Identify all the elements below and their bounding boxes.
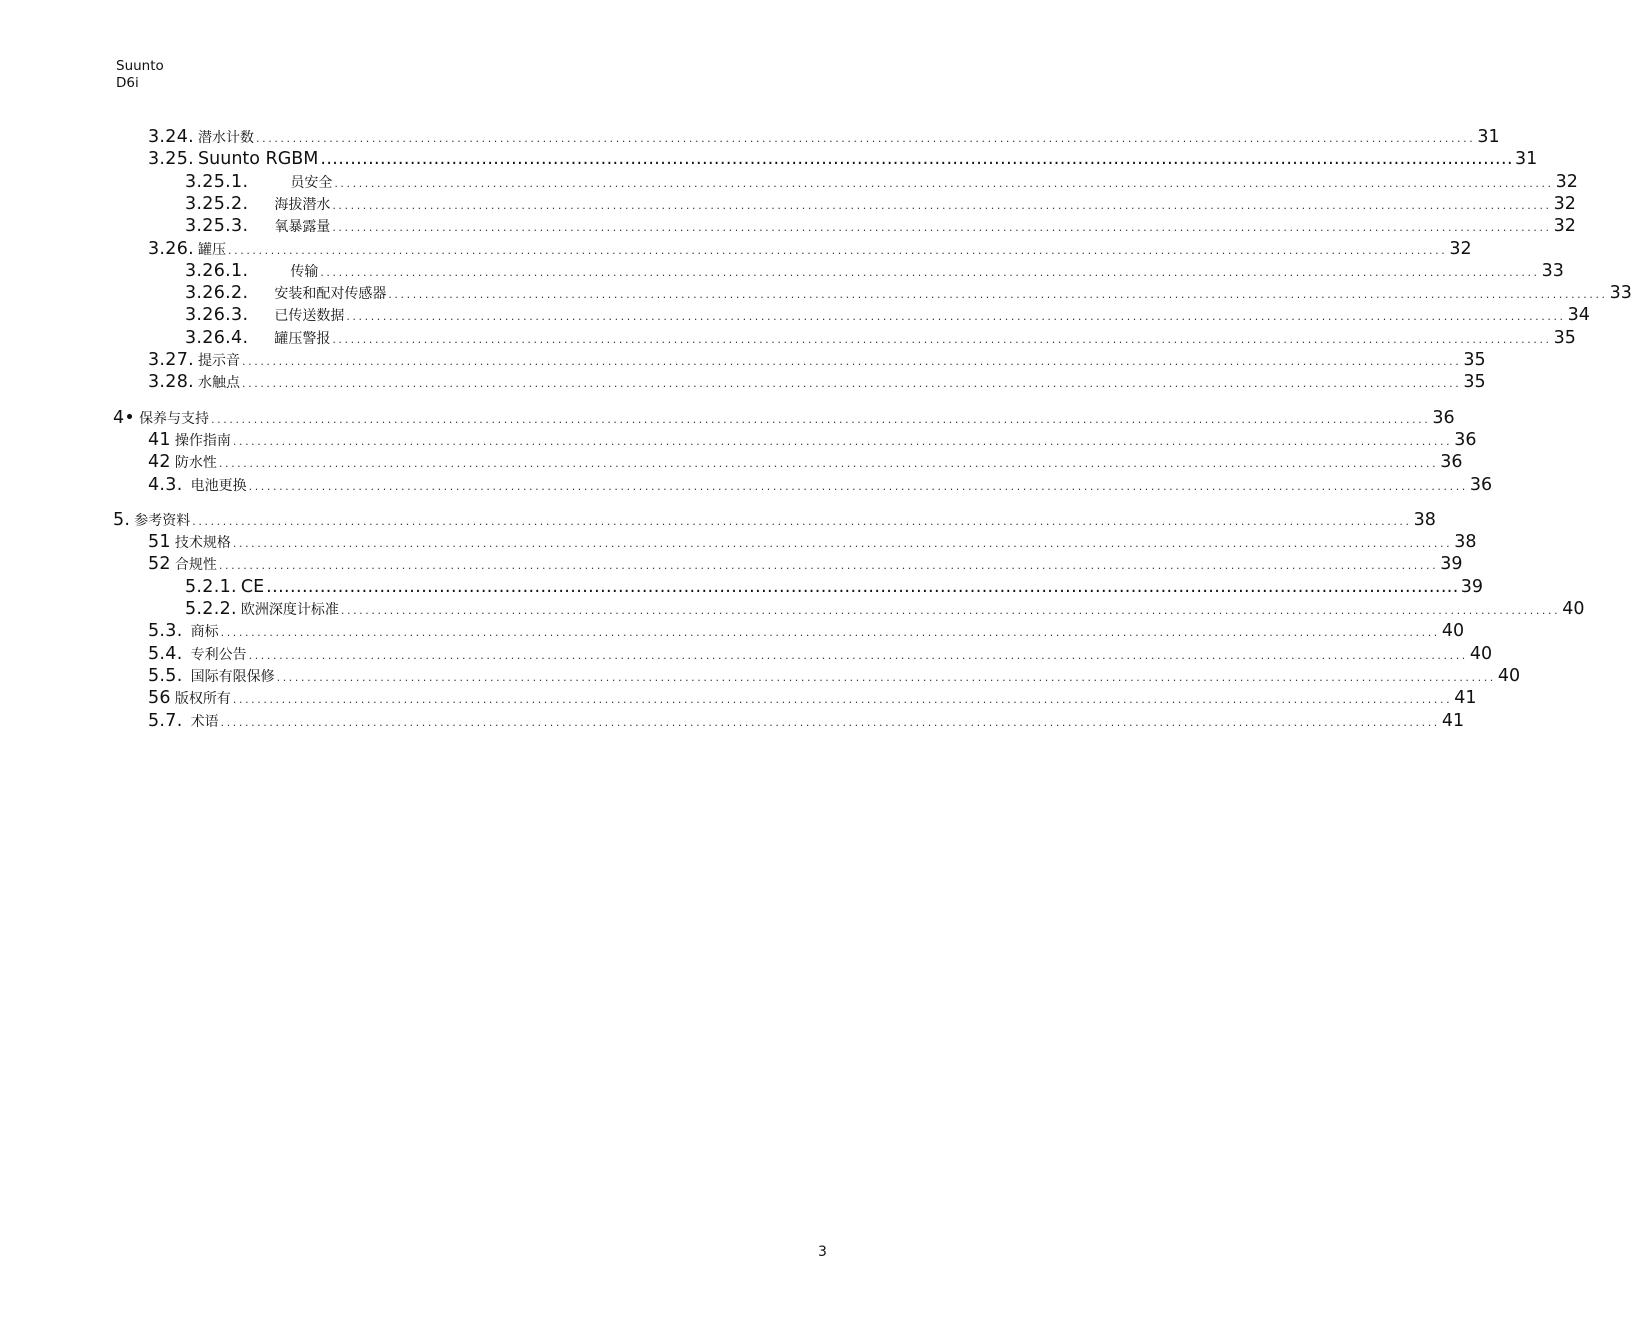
toc-entry[interactable]	[185, 282, 1632, 304]
toc-entry[interactable]	[148, 238, 1472, 260]
toc-entry[interactable]	[148, 126, 1500, 148]
toc-entry-title: 电池更换	[190, 478, 247, 494]
toc-entry-number: 41	[148, 430, 171, 450]
toc-entry[interactable]	[185, 598, 1585, 620]
dot-leader: ........................................................................................................................................................................................................	[192, 515, 1412, 528]
toc-entry[interactable]	[113, 509, 1436, 531]
toc-entry[interactable]	[185, 327, 1576, 349]
toc-entry-page: 32	[1555, 172, 1578, 192]
dot-leader: ........................................................................................................................................................................................................	[218, 559, 1439, 572]
toc-entry-number: 3.25.2.	[185, 194, 249, 214]
dot-leader: ........................................................................................................................................................................................................	[242, 355, 1462, 368]
running-header	[116, 58, 164, 92]
dot-leader: ........................................................................................................................................................................................................	[388, 288, 1608, 301]
toc-entry-title: 术语	[190, 714, 219, 730]
toc-entry-title: Suunto RGBM	[198, 149, 319, 169]
toc-entry-number: 5.5.	[148, 666, 183, 686]
toc-entry-title: CE	[240, 577, 265, 597]
toc-entry-page: 41	[1441, 711, 1465, 731]
dot-leader: ........................................................................................................................................................................................................	[232, 435, 1453, 448]
dot-leader: ........................................................................................................................................................................................................	[232, 693, 1453, 706]
dot-leader: ........................................................................................................................................................................................................	[332, 221, 1552, 234]
dot-leader: ........................................................................................................................................................................................................	[320, 266, 1540, 279]
page-number: 3	[818, 1244, 827, 1260]
toc-entry-title: 版权所有	[174, 691, 231, 707]
toc-entry[interactable]	[185, 193, 1576, 215]
toc-entry[interactable]	[148, 148, 1538, 170]
dot-leader: ........................................................................................................................................................................................................	[266, 577, 1459, 597]
toc-entry[interactable]	[148, 451, 1463, 473]
dot-leader: ........................................................................................................................................................................................................	[276, 671, 1496, 684]
toc-entry-title: 防水性	[174, 455, 217, 471]
dot-leader: ........................................................................................................................................................................................................	[248, 649, 1468, 662]
toc-entry-title: 技术规格	[174, 535, 231, 551]
toc-entry-page: 36	[1469, 475, 1493, 495]
toc-entry[interactable]	[148, 710, 1465, 732]
dot-leader: ........................................................................................................................................................................................................	[320, 149, 1513, 169]
dot-leader: ........................................................................................................................................................................................................	[218, 457, 1439, 470]
dot-leader: ........................................................................................................................................................................................................	[256, 132, 1476, 145]
toc-entry-title: 商标	[190, 624, 219, 640]
toc-entry-page: 32	[1449, 239, 1472, 259]
toc-entry-title: 传输	[290, 264, 319, 280]
toc-entry[interactable]	[185, 260, 1564, 282]
toc-entry-title: 罐压警报	[274, 331, 331, 347]
toc-entry-title: 安装和配对传感器	[274, 286, 387, 302]
toc-entry-number: 5.3.	[148, 621, 183, 641]
toc-entry-number: 5.4.	[148, 644, 183, 664]
toc-entry-number: 56	[148, 688, 171, 708]
toc-entry-number: 3.27.	[148, 350, 195, 370]
dot-leader: ........................................................................................................................................................................................................	[220, 716, 1440, 729]
dot-leader: ........................................................................................................................................................................................................	[332, 333, 1552, 346]
toc-entry-page: 40	[1469, 644, 1493, 664]
toc-entry-page: 39	[1460, 577, 1484, 597]
toc-entry-title: 提示音	[198, 353, 241, 369]
dot-leader: ........................................................................................................................................................................................................	[232, 537, 1453, 550]
toc-entry-number: 3.26.1.	[185, 261, 249, 281]
toc-entry-title: 氧暴露量	[274, 219, 331, 235]
toc-entry-number: 3.24.	[148, 127, 195, 147]
toc-entry-number: 4.3.	[148, 475, 183, 495]
toc-entry-title: 专利公告	[190, 647, 247, 663]
dot-leader: ........................................................................................................................................................................................................	[242, 377, 1462, 390]
toc-entry-number: 3.26.3.	[185, 305, 249, 325]
toc-entry[interactable]	[148, 643, 1493, 665]
toc-entry[interactable]	[148, 429, 1477, 451]
toc-entry-title: 合规性	[174, 557, 217, 573]
dot-leader: ........................................................................................................................................................................................................	[228, 244, 1448, 257]
toc-entry-title: 国际有限保修	[190, 669, 275, 685]
toc-entry-page: 33	[1609, 283, 1632, 303]
toc-entry-title: 海拔潜水	[274, 197, 331, 213]
toc-entry-number: 5.2.2.	[185, 599, 237, 619]
toc-entry-number: 3.26.	[148, 239, 195, 259]
toc-entry-number: 42	[148, 452, 171, 472]
header-model: D6i	[116, 75, 139, 91]
toc-entry-page: 40	[1562, 599, 1585, 619]
toc-entry-page: 38	[1413, 510, 1436, 530]
toc-entry[interactable]	[113, 407, 1455, 429]
toc-entry-title: 已传送数据	[274, 308, 345, 324]
toc-entry-number: 52	[148, 554, 171, 574]
toc-entry-title: 操作指南	[174, 433, 231, 449]
toc-entry-page: 40	[1441, 621, 1465, 641]
toc-entry-title: 潜水计数	[198, 130, 255, 146]
toc-entry-page: 32	[1553, 194, 1576, 214]
toc-entry-number: 5.	[113, 510, 131, 530]
toc-entry-number: 3.26.4.	[185, 328, 249, 348]
toc-entry[interactable]	[148, 665, 1521, 687]
toc-entry-page: 35	[1463, 372, 1486, 392]
dot-leader: ........................................................................................................................................................................................................	[220, 626, 1440, 639]
toc-entry-number: 3.26.2.	[185, 283, 249, 303]
toc-entry-page: 36	[1432, 408, 1455, 428]
toc-entry[interactable]	[185, 171, 1578, 193]
toc-entry-page: 35	[1463, 350, 1486, 370]
dot-leader: ........................................................................................................................................................................................................	[340, 604, 1561, 617]
toc-entry-number: 4•	[113, 408, 136, 428]
toc-entry-title: 保养与支持	[139, 411, 210, 427]
toc-entry[interactable]	[148, 371, 1486, 393]
toc-entry-number: 3.25.1.	[185, 172, 249, 192]
dot-leader: ........................................................................................................................................................................................................	[211, 413, 1431, 426]
toc-entry-title: 欧洲深度计标准	[240, 602, 339, 618]
toc-entry[interactable]	[148, 620, 1465, 642]
toc-entry-page: 34	[1567, 305, 1590, 325]
toc-entry-number: 51	[148, 532, 171, 552]
toc-entry-page: 39	[1440, 554, 1463, 574]
toc-entry-title: 水触点	[198, 375, 241, 391]
toc-entry-title: 员安全	[290, 175, 333, 191]
toc-entry[interactable]	[148, 531, 1477, 553]
toc-entry-number: 5.7.	[148, 711, 183, 731]
toc-entry-number: 5.2.1.	[185, 577, 237, 597]
toc-entry-number: 3.25.	[148, 149, 195, 169]
dot-leader: ........................................................................................................................................................................................................	[334, 177, 1554, 190]
toc-entry-page: 33	[1541, 261, 1564, 281]
toc-entry[interactable]	[148, 474, 1493, 496]
toc-entry-page: 36	[1454, 430, 1477, 450]
toc-entry-page: 32	[1553, 216, 1576, 236]
toc-entry-number: 3.25.3.	[185, 216, 249, 236]
toc-entry[interactable]	[185, 304, 1590, 326]
dot-leader: ........................................................................................................................................................................................................	[248, 480, 1468, 493]
toc-entry-title: 参考资料	[134, 513, 191, 529]
toc-entry-page: 38	[1454, 532, 1477, 552]
toc-entry[interactable]	[185, 576, 1484, 598]
toc-entry-page: 36	[1440, 452, 1463, 472]
toc-entry-number: 3.28.	[148, 372, 195, 392]
toc-entry-page: 31	[1514, 149, 1538, 169]
dot-leader: ........................................................................................................................................................................................................	[332, 199, 1552, 212]
toc-entry[interactable]	[148, 349, 1486, 371]
dot-leader: ........................................................................................................................................................................................................	[346, 310, 1566, 323]
toc-entry-page: 31	[1477, 127, 1500, 147]
toc-entry[interactable]	[148, 553, 1463, 575]
toc-entry-page: 41	[1454, 688, 1477, 708]
toc-entry-title: 罐压	[198, 242, 227, 258]
toc-entry[interactable]	[148, 687, 1477, 709]
toc-entry-page: 40	[1497, 666, 1521, 686]
toc-entry-page: 35	[1553, 328, 1576, 348]
header-brand: Suunto	[116, 58, 164, 74]
toc-entry[interactable]	[185, 215, 1576, 237]
